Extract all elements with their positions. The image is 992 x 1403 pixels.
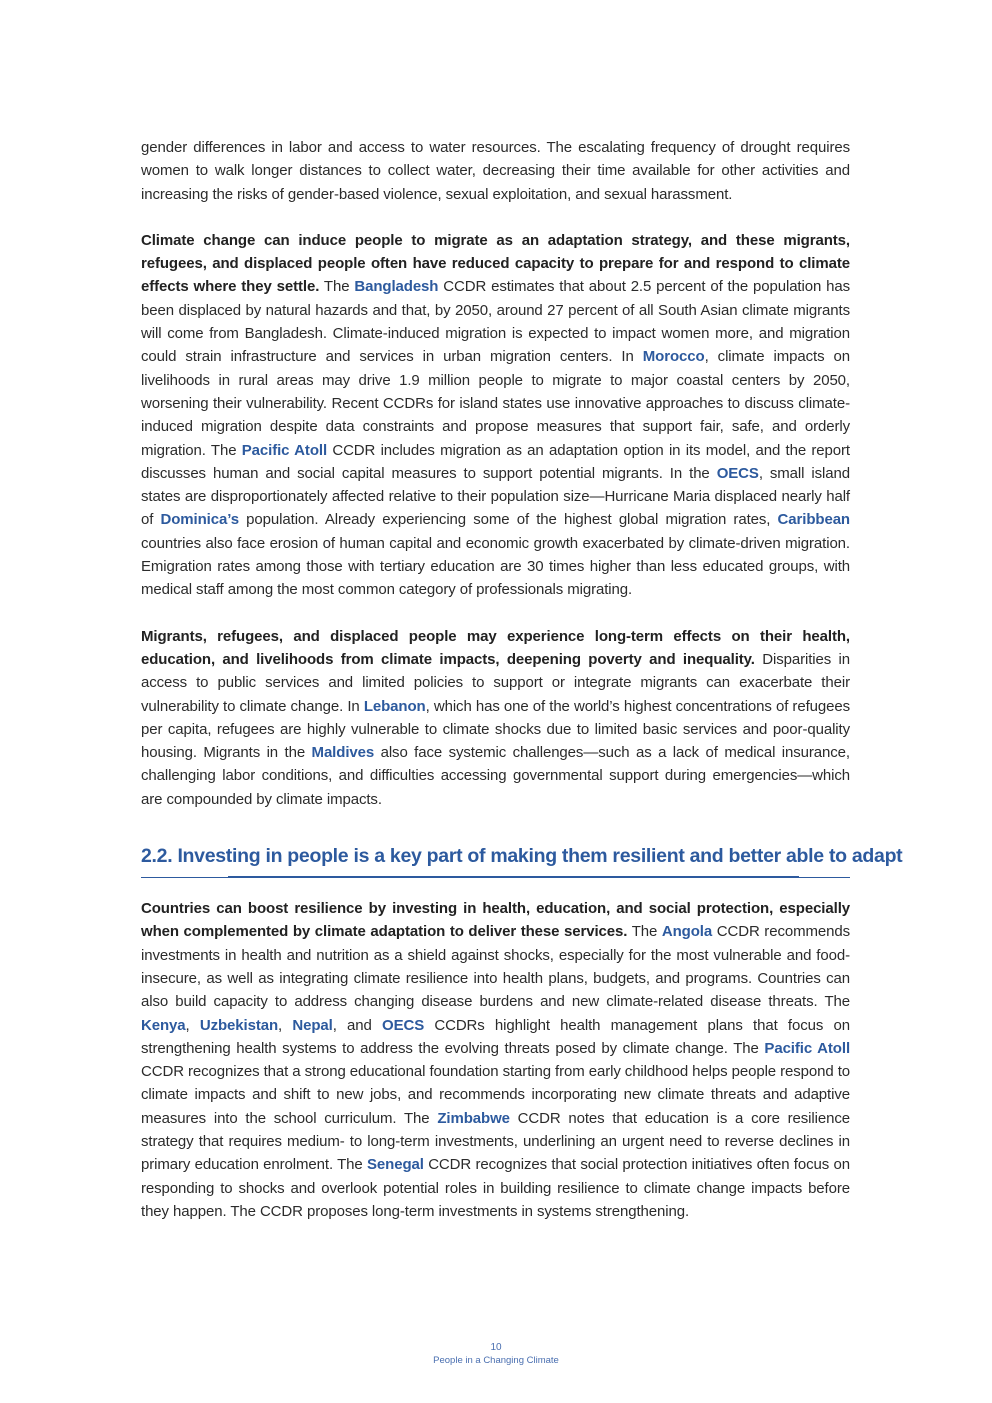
country-link-dominica[interactable]: Dominica’s bbox=[160, 511, 239, 529]
country-link-pacific-atoll[interactable]: Pacific Atoll bbox=[764, 1039, 851, 1057]
country-link-senegal[interactable]: Senegal bbox=[367, 1156, 424, 1174]
country-link-kenya[interactable]: Kenya bbox=[141, 1016, 186, 1034]
document-title: People in a Changing Climate bbox=[433, 1355, 559, 1366]
country-link-oecs[interactable]: OECS bbox=[382, 1016, 425, 1034]
paragraph-text: Disparities in access to public services and limited policies to support or integrate migrants can exacerbate their vulnerability to climate change. In bbox=[141, 650, 851, 715]
country-link-lebanon[interactable]: Lebanon bbox=[363, 697, 426, 715]
paragraph-text: , bbox=[278, 1016, 293, 1034]
paragraph-lead: Migrants, refugees, and displaced people may experience long-term effects on their health, education, and livelihoods from climate impacts, deepening poverty and inequality. bbox=[141, 627, 850, 668]
paragraph-text: CCDR notes that education is a core resilience strategy that requires medium- to long-term investments, underlining an urgent need to reverse declines in primary education enrolment. The bbox=[141, 1109, 850, 1174]
paragraph-text: The bbox=[627, 923, 662, 941]
paragraph-lead: Climate change can induce people to migrate as an adaptation strategy, and these migrants, refugees, and displaced people often have reduced capacity to prepare for and respond to climate effects where they settle. bbox=[141, 231, 850, 296]
page-number: 10 bbox=[490, 1342, 502, 1353]
paragraph-text: CCDR recommends investments in health and nutrition as a shield against shocks, especially for the most vulnerable and food-insecure, as well as integrating climate resilience into health plans, budgets, and programs. Countries can also build capacity to address changing disease burdens and new climate-related disease threats. The bbox=[141, 923, 850, 1011]
heading-underline bbox=[141, 875, 850, 881]
paragraph-text: , which has one of the world’s highest concentrations of refugees per capita, refugees are highly vulnerable to climate shocks due to limited basic services and poor-quality housing. Migrants in the bbox=[141, 697, 851, 762]
paragraph-text: , climate impacts on livelihoods in rural areas may drive 1.9 million people to migrate to major coastal centers by 2050, worsening their vulnerability. Recent CCDRs for island states use innovative approaches to discuss climate-induced migration despite data constraints and propose measures that support fair, safe, and orderly migration. The bbox=[141, 348, 850, 459]
country-link-pacific-atoll[interactable]: Pacific Atoll bbox=[241, 441, 328, 459]
paragraph-text: , and bbox=[332, 1016, 382, 1034]
paragraph-text: countries also face erosion of human capital and economic growth exacerbated by climate-driven migration. Emigration rates among those with tertiary education are 30 times higher than less educated groups, with medical staff among the most common category of professionals migrating. bbox=[141, 534, 850, 599]
paragraph-text: CCDRs highlight health management plans that focus on strengthening health systems to address the evolving threats posed by climate change. The bbox=[141, 1016, 850, 1057]
country-link-zimbabwe[interactable]: Zimbabwe bbox=[437, 1109, 510, 1127]
paragraph-text: , small island states are disproportionately affected relative to their population size—Hurricane Maria displaced nearly half of bbox=[141, 464, 850, 529]
page-footer bbox=[0, 1341, 992, 1367]
country-link-caribbean[interactable]: Caribbean bbox=[777, 511, 850, 529]
paragraph-climate-migration bbox=[141, 229, 850, 602]
paragraph-text: , bbox=[185, 1016, 200, 1034]
paragraph-text: CCDR recognizes that social protection initiatives often focus on responding to shocks and overlook potential roles in building resilience to climate change impacts before they happen. The CCDR proposes long-term investments in systems strengthening. bbox=[141, 1156, 850, 1220]
paragraph-long-term-effects bbox=[141, 625, 850, 811]
paragraph-text: gender differences in labor and access to water resources. The escalating frequency of drought requires women to walk longer distances to collect water, decreasing their time available for other activities and increasing the risks of gender-based violence, sexual exploitation, and sexual harassment. bbox=[141, 139, 850, 203]
paragraph-gender-drought bbox=[141, 136, 850, 206]
country-link-morocco[interactable]: Morocco bbox=[642, 348, 705, 366]
paragraph-boost-resilience bbox=[141, 897, 850, 1223]
page-content bbox=[141, 136, 903, 1246]
paragraph-text: population. Already experiencing some of the highest global migration rates, bbox=[238, 511, 778, 529]
paragraph-text: The bbox=[319, 278, 355, 296]
section-heading: 2.2. Investing in people is a key part of making them resilient and better able to adapt bbox=[141, 845, 903, 868]
paragraph-lead: Countries can boost resilience by investing in health, education, and social protection, especially when complemented by climate adaptation to deliver these services. bbox=[141, 900, 850, 941]
paragraph-text: also face systemic challenges—such as a lack of medical insurance, challenging labor conditions, and difficulties accessing governmental support during emergencies—which are compounded by climate impacts. bbox=[141, 744, 850, 808]
country-link-oecs[interactable]: OECS bbox=[716, 464, 759, 482]
country-link-angola[interactable]: Angola bbox=[661, 923, 713, 941]
paragraph-text: CCDR estimates that about 2.5 percent of the population has been displaced by natural hazards and that, by 2050, around 27 percent of all South Asian climate migrants will come from Bangladesh. Climate-induced migration is expected to impact women more, and migration could strain infrastructure and services in urban migration centers. In bbox=[141, 278, 850, 366]
paragraph-text: CCDR recognizes that a strong educational foundation starting from early childhood helps people respond to climate impacts and shift to new jobs, and recommends incorporating new climate threats and adaptive measures into the school curriculum. The bbox=[141, 1063, 850, 1127]
country-link-maldives[interactable]: Maldives bbox=[311, 744, 375, 762]
country-link-nepal[interactable]: Nepal bbox=[292, 1016, 333, 1034]
country-link-bangladesh[interactable]: Bangladesh bbox=[354, 278, 439, 296]
country-link-uzbekistan[interactable]: Uzbekistan bbox=[199, 1016, 279, 1034]
paragraph-text: CCDR includes migration as an adaptation option in its model, and the report discusses human and social capital measures to support potential migrants. In the bbox=[141, 441, 850, 482]
